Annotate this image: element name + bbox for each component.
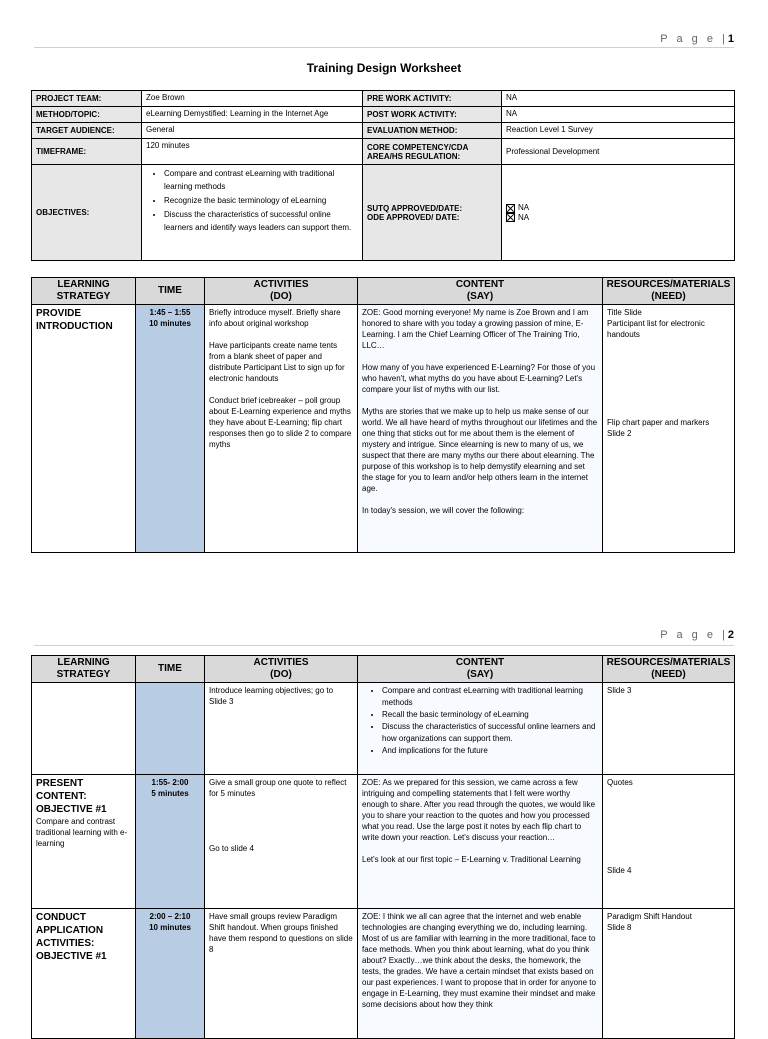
- header-time: TIME: [136, 278, 205, 305]
- activities-cell: Have small groups review Paradigm Shift handout. When groups finished have them respond to questions on slide 8: [205, 909, 358, 1039]
- header-content: CONTENT (SAY): [358, 656, 603, 683]
- evaluation-value: Reaction Level 1 Survey: [502, 123, 735, 139]
- method-value: eLearning Demystified: Learning in the Internet Age: [142, 107, 363, 123]
- header-resources: RESOURCES/MATERIALS (NEED): [603, 656, 735, 683]
- page-separator: [34, 47, 734, 48]
- evaluation-label: EVALUATION METHOD:: [363, 123, 502, 139]
- resources-cell: Slide 3: [603, 683, 735, 775]
- objectives-list: [142, 165, 363, 261]
- content-cell: ZOE: I think we all can agree that the internet and web enable technologies are changing everything we do, including learning. Most of us are familiar with learning in the more traditional, face to face methods. When you think about learning, what do you think about? Exactly…we think about the desks, the homework, the tests, the grades. We have a certain mindset that exists based on our past experiences. I want to propose that in order for anyone to engage in E-Learning, they must examine their mindset and make some decisions about how they think: [358, 909, 603, 1039]
- approval-labels: [363, 165, 502, 261]
- content-cell: • Compare and contrast eLearning with traditional learning methods • Recall the basic terminology of eLearning • Discuss the characteristics of successful online learners and how organizations can support them. • And implications for the future: [358, 683, 603, 775]
- table-row: [32, 909, 735, 1039]
- strategy-cell: PRESENT CONTENT: OBJECTIVE #1 Compare and contrast traditional learning with e-learning: [32, 775, 136, 909]
- header-resources: RESOURCES/MATERIALS (NEED): [603, 278, 735, 305]
- objectives-label: OBJECTIVES:: [32, 165, 142, 261]
- resources-cell: Title Slide Participant list for electronic handouts Flip chart paper and markers Slide 2: [603, 305, 735, 553]
- lesson-plan-table-page2: [31, 655, 735, 1039]
- resources-cell: Quotes Slide 4: [603, 775, 735, 909]
- project-team-value: Zoe Brown: [142, 91, 363, 107]
- worksheet-info-table: [31, 90, 735, 261]
- ode-value: NA: [518, 212, 530, 222]
- timeframe-value: 120 minutes: [142, 139, 363, 165]
- resources-cell: Paradigm Shift Handout Slide 8: [603, 909, 735, 1039]
- activities-cell: Give a small group one quote to reflect for 5 minutes Go to slide 4: [205, 775, 358, 909]
- activities-cell: Briefly introduce myself. Briefly share info about original workshop Have participants create name tents from a blank sheet of paper and distribute Participant List to sign up for electronic handouts Conduct brief icebreaker – poll group about E-Learning experience and myths they have about E-Learning; flip chart responses then go to slide 2 to compare myths: [205, 305, 358, 553]
- timeframe-label: TIMEFRAME:: [32, 139, 142, 165]
- header-strategy: LEARNING STRATEGY: [32, 278, 136, 305]
- prework-label: PRE WORK ACTIVITY:: [363, 91, 502, 107]
- method-label: METHOD/TOPIC:: [32, 107, 142, 123]
- page-number: P a g e |1: [660, 33, 734, 45]
- table-row: [32, 683, 735, 775]
- header-content: CONTENT (SAY): [358, 278, 603, 305]
- strategy-cell: PROVIDE INTRODUCTION: [32, 305, 136, 553]
- postwork-label: POST WORK ACTIVITY:: [363, 107, 502, 123]
- activities-cell: Introduce learning objectives; go to Slide 3: [205, 683, 358, 775]
- content-cell: ZOE: Good morning everyone! My name is Zoe Brown and I am honored to share with you today a growing passion of mine, E-Learning. I am the Chief Learning Officer of The Training Trio, LLC… How many of you have experienced E-Learning? For those of you who haven't, what myths do you have about E-Learning? Let's compare your list of myths with our list. Myths are stories that we make up to help us make sense of our world. We all have heard of myths throughout our lifetimes and the one thing that sticks out for me about them is the element of mystery and intrigue. Since elearning is new to many of us, we suspect that there are many myths our there about elearning. The purpose of this workshop is to help demystify elearning and set the stage for you to learn and/or help others learn in the internet age. In today's session, we will cover the following:: [358, 305, 603, 553]
- header-strategy: LEARNING STRATEGY: [32, 656, 136, 683]
- time-cell: 1:45 – 1:55 10 minutes: [136, 305, 205, 553]
- page-title: Training Design Worksheet: [306, 61, 462, 75]
- checked-box-icon: [506, 204, 515, 213]
- lesson-plan-table-page1: [31, 277, 735, 553]
- table-row: [32, 305, 735, 553]
- approval-values: [502, 165, 735, 261]
- strategy-cell: [32, 683, 136, 775]
- competency-label: CORE COMPETENCY/CDA AREA/HS REGULATION:: [363, 139, 502, 165]
- header-activities: ACTIVITIES (DO): [205, 278, 358, 305]
- time-cell: [136, 683, 205, 775]
- page-number: P a g e |2: [660, 629, 734, 641]
- time-cell: 2:00 – 2:10 10 minutes: [136, 909, 205, 1039]
- header-activities: ACTIVITIES (DO): [205, 656, 358, 683]
- objective-item: • Compare and contrast eLearning with traditional learning methods: [164, 167, 358, 193]
- objective-item: • Discuss the characteristics of successful online learners and identify ways leaders can support them.: [164, 208, 358, 234]
- checked-box-icon: [506, 213, 515, 222]
- strategy-cell: CONDUCT APPLICATION ACTIVITIES: OBJECTIVE #1: [32, 909, 136, 1039]
- sutq-label: SUTQ APPROVED/DATE:: [367, 203, 463, 213]
- sutq-value: NA: [518, 203, 530, 213]
- page-separator: [34, 645, 734, 646]
- audience-label: TARGET AUDIENCE:: [32, 123, 142, 139]
- objective-item: • Recognize the basic terminology of eLearning: [164, 194, 358, 207]
- header-time: TIME: [136, 656, 205, 683]
- prework-value: NA: [502, 91, 735, 107]
- content-cell: ZOE: As we prepared for this session, we came across a few intriguing and compelling statements that I felt were worthy enough to share. After you read through the quotes, we would like you to share your reaction to the quotes and how you processed what you read. Use the large post it notes by each flip chart to write down your reaction. Let's discuss your reaction… Let's look at our first topic – E-Learning v. Traditional Learning: [358, 775, 603, 909]
- competency-value: Professional Development: [502, 139, 735, 165]
- time-cell: 1:55- 2:00 5 minutes: [136, 775, 205, 909]
- table-row: [32, 775, 735, 909]
- postwork-value: NA: [502, 107, 735, 123]
- project-team-label: PROJECT TEAM:: [32, 91, 142, 107]
- ode-label: ODE APPROVED/ DATE:: [367, 212, 460, 222]
- audience-value: General: [142, 123, 363, 139]
